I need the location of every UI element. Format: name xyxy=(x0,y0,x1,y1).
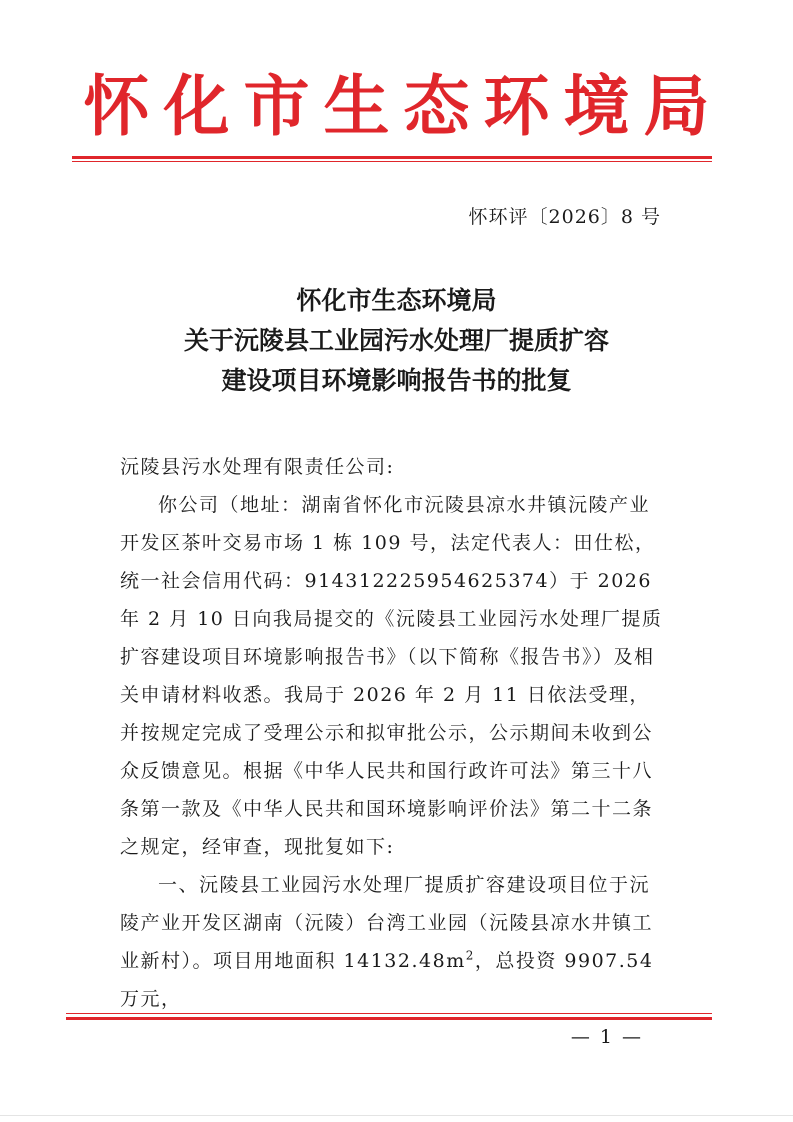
title-line-2: 关于沅陵县工业园污水处理厂提质扩容 xyxy=(183,326,609,355)
red-footer-rule-thick xyxy=(66,1017,712,1020)
red-footer-rule-thin xyxy=(66,1013,712,1014)
document-title xyxy=(0,281,793,401)
red-rule-thick xyxy=(72,156,712,159)
superscript-2: 2 xyxy=(465,948,475,963)
title-line-1: 怀化市生态环境局 xyxy=(296,286,497,315)
salutation: 沅陵县污水处理有限责任公司: xyxy=(120,456,395,478)
agency-masthead: 怀化市生态环境局 xyxy=(83,68,724,145)
paragraph-2-text: 一、沅陵县工业园污水处理厂提质扩容建设项目位于沅陵产业开发区湖南（沅陵）台湾工业园（沅陵县凉水井镇工业新村）。项目用地面积 14132.48m xyxy=(120,874,654,972)
paragraph-2-text-cont: ，总投资 9907.54 万元， xyxy=(120,950,654,1010)
document-body xyxy=(120,448,665,1018)
paragraph-1: 你公司（地址：湖南省怀化市沅陵县凉水井镇沅陵产业开发区茶叶交易市场 1 栋 109 号，法定代表人：田仕松，统一社会信用代码：914312225954625374）于 2026 年 2 月 10 日向我局提交的《沅陵县工业园污水处理厂提质扩容建设项目环境影响报告书》（以下简称《报告书》）及相关申请材料收悉。我局于 2026 年 2 月 11 日依法受理，并按规定完成了受理公示和拟审批公示，公示期间未收到公众反馈意见。根据《中华人民共和国行政许可法》第三十八条第一款及《中华人民共和国环境影响评价法》第二十二条之规定，经审查，现批复如下: xyxy=(120,494,663,858)
red-rule-thin xyxy=(72,161,712,162)
document-number: 怀环评〔2026〕8 号 xyxy=(468,206,661,228)
scan-edge xyxy=(0,1115,793,1116)
title-line-3: 建设项目环境影响报告书的批复 xyxy=(221,366,572,395)
page-number: — 1 — xyxy=(570,1026,643,1048)
paragraph-2 xyxy=(120,866,665,1018)
